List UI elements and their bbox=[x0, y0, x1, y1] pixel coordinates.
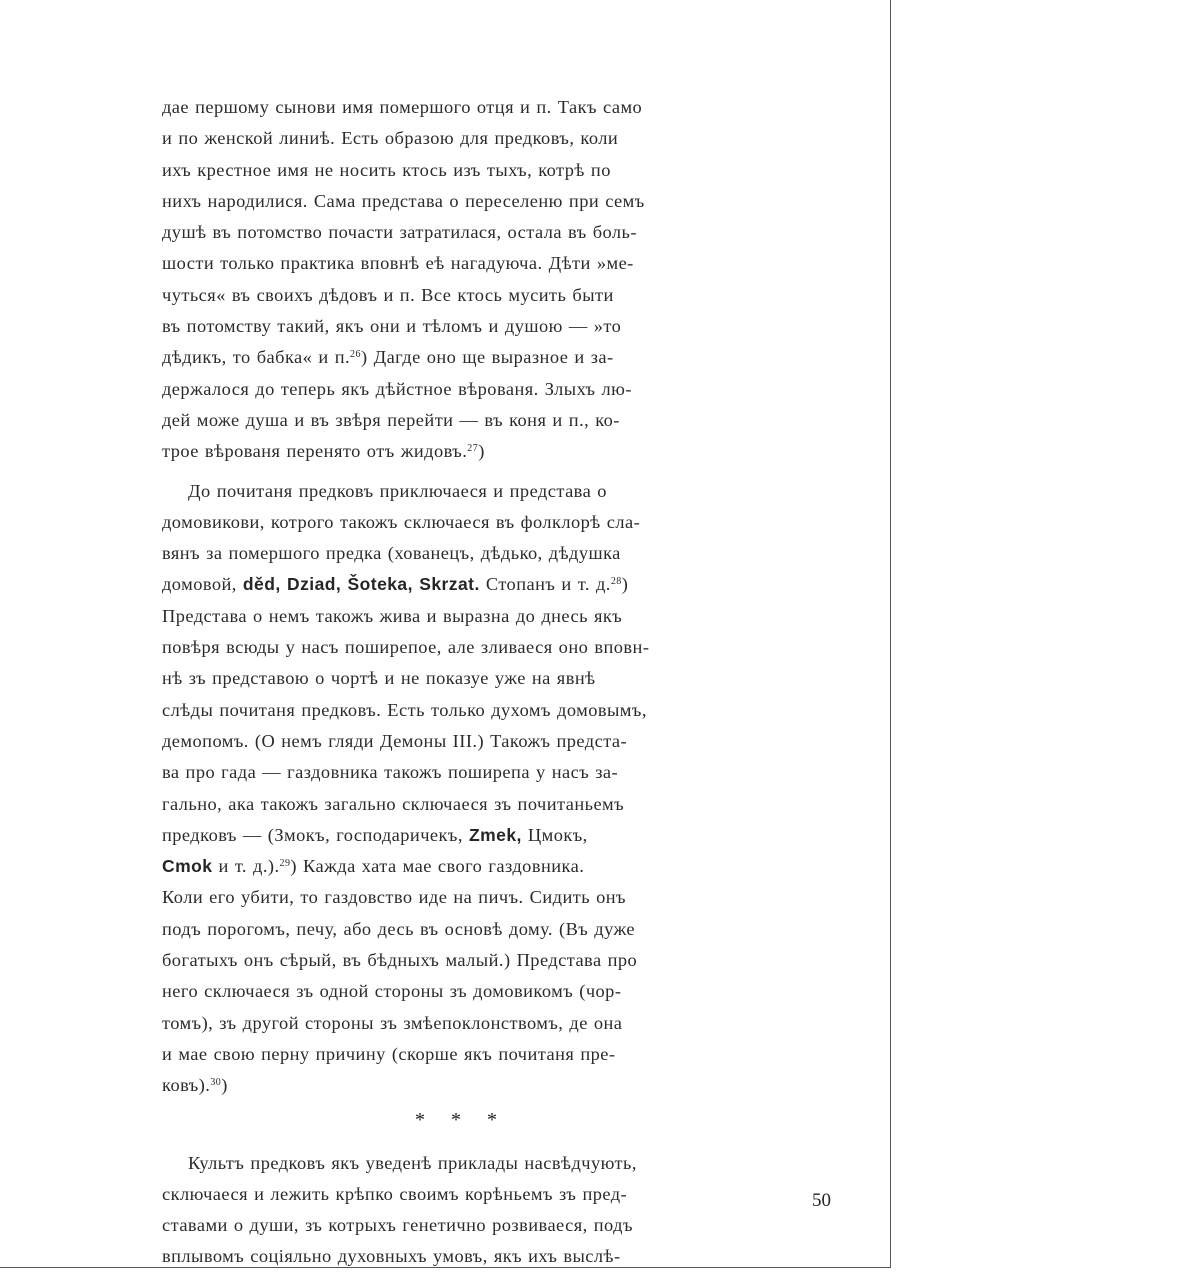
section-separator: * * * bbox=[415, 1108, 507, 1131]
text-line: Культъ предковъ якъ уведенѣ приклады насвѣдчують, bbox=[188, 1152, 637, 1173]
text-line: дей може душа и въ звѣря перейти — въ коня и п., ко- bbox=[162, 409, 620, 430]
text-segment: трое вѣрованя перенято отъ жидовъ. bbox=[162, 441, 468, 462]
text-line: дае першому сынови имя помершого отця и п. Такъ само bbox=[162, 97, 643, 117]
text-line: подъ порогомъ, печу, або десь въ основѣ дому. (Въ дуже bbox=[162, 918, 636, 939]
text-line bbox=[162, 436, 740, 467]
footnote-marker: 26 bbox=[350, 349, 361, 361]
footnote-marker: 30 bbox=[210, 1077, 222, 1089]
text-line: шости только практика вповнѣ еѣ нагадуюча. Дѣти »ме- bbox=[162, 253, 634, 274]
text-segment: дѣдикъ, то бабка« и п. bbox=[162, 347, 351, 368]
text-segment: и т. д.). bbox=[218, 856, 280, 877]
text-line: сключаеся и лежить крѣпко своимъ корѣньемъ зъ пред- bbox=[162, 1183, 628, 1204]
text-line: гально, ака такожъ загально сключаеся зъ почитаньемъ bbox=[162, 793, 625, 814]
text-line: въ потомству такий, якъ они и тѣломъ и душою — »то bbox=[162, 316, 622, 337]
text-segment: Стопанъ и т. д. bbox=[485, 574, 611, 595]
text-line: ва про гада — газдовника такожъ поширепа у насъ за- bbox=[162, 762, 619, 783]
footnote-marker: 28 bbox=[610, 576, 622, 588]
text-line bbox=[162, 851, 740, 882]
text-line: ставами о души, зъ котрыхъ генетично розвиваеся, подъ bbox=[162, 1215, 633, 1236]
text-line: душѣ въ потомство почасти затратилася, остала въ боль- bbox=[162, 222, 637, 243]
latin-term: děd, Dziad, Šoteka, Skrzat. bbox=[242, 574, 480, 595]
latin-term: Zmek, bbox=[468, 824, 522, 845]
text-line: нѣ зъ представою о чортѣ и не показуе уже на явнѣ bbox=[162, 668, 596, 689]
text-line: чуться« въ своихъ дѣдовъ и п. Все ктось мусить быти bbox=[162, 284, 614, 305]
text-line: До почитаня предковъ приключаеся и представа о bbox=[188, 480, 607, 501]
text-line: повѣря всюды у насъ поширепое, але зливаеся оно вповн- bbox=[162, 637, 650, 658]
text-segment: предковъ — (Змокъ, господаричекъ, bbox=[162, 824, 463, 845]
text-line: демопомъ. (О немъ гляди Демоны III.) Такожъ предста- bbox=[162, 730, 628, 751]
paragraph-2 bbox=[162, 476, 740, 1102]
text-line: держалося до теперь якъ дѣйстное вѣрованя. Злыхъ лю- bbox=[162, 378, 632, 399]
text-line: него сключаеся зъ одной стороны зъ домовикомъ (чор- bbox=[162, 981, 622, 1002]
text-segment: Цмокъ, bbox=[527, 824, 588, 845]
text-segment: ) Дагде оно ще выразное и за- bbox=[360, 347, 614, 368]
text-segment: ковъ). bbox=[162, 1075, 211, 1096]
text-line: слѣды почитаня предковъ. Есть только духомъ домовымъ, bbox=[162, 699, 647, 720]
text-line bbox=[162, 1070, 740, 1101]
page-text bbox=[162, 92, 740, 1273]
page-number: 50 bbox=[812, 1190, 831, 1211]
text-line bbox=[162, 342, 740, 373]
text-line bbox=[162, 820, 740, 851]
text-line: вянъ за помершого предка (хованецъ, дѣдько, дѣдушка bbox=[162, 543, 621, 564]
paragraph-3 bbox=[162, 1148, 740, 1273]
text-line: томъ), зъ другой стороны зъ змѣепоклонствомъ, де она bbox=[162, 1012, 623, 1033]
text-segment: ) bbox=[221, 1075, 228, 1096]
text-line: нихъ народилися. Сама представа о переселеню при семъ bbox=[162, 190, 645, 211]
text-line: богатыхъ онъ сѣрый, въ бѣдныхъ малый.) Представа про bbox=[162, 950, 638, 971]
text-line: и по женской линиѣ. Есть образою для предковъ, коли bbox=[162, 128, 619, 149]
text-segment: ) Кажда хата мае свого газдовника. bbox=[290, 856, 585, 877]
paragraph-1 bbox=[162, 92, 740, 468]
text-line: Представа о немъ такожъ жива и выразна до днесь якъ bbox=[162, 605, 623, 626]
text-line: ихъ крестное имя не носить ктось изъ тыхъ, котрѣ по bbox=[162, 159, 611, 180]
footnote-marker: 29 bbox=[279, 858, 291, 870]
text-line: домовикови, котрого такожъ сключаеся въ фолклорѣ сла- bbox=[162, 511, 641, 532]
text-line: и мае свою перну причину (скорше якъ почитаня пре- bbox=[162, 1043, 616, 1064]
text-line bbox=[162, 569, 740, 600]
footnote-marker: 27 bbox=[467, 443, 479, 455]
text-segment: домовой, bbox=[162, 574, 237, 595]
latin-term: Cmok bbox=[162, 856, 213, 877]
text-line: Коли его убити, то газдовство иде на пичъ. Сидить онъ bbox=[162, 887, 627, 908]
text-segment: ) bbox=[621, 574, 629, 595]
text-line: вплывомъ соціяльно духовныхъ умовъ, якъ ихъ выслѣ- bbox=[162, 1246, 621, 1267]
text-segment: ) bbox=[478, 441, 485, 462]
